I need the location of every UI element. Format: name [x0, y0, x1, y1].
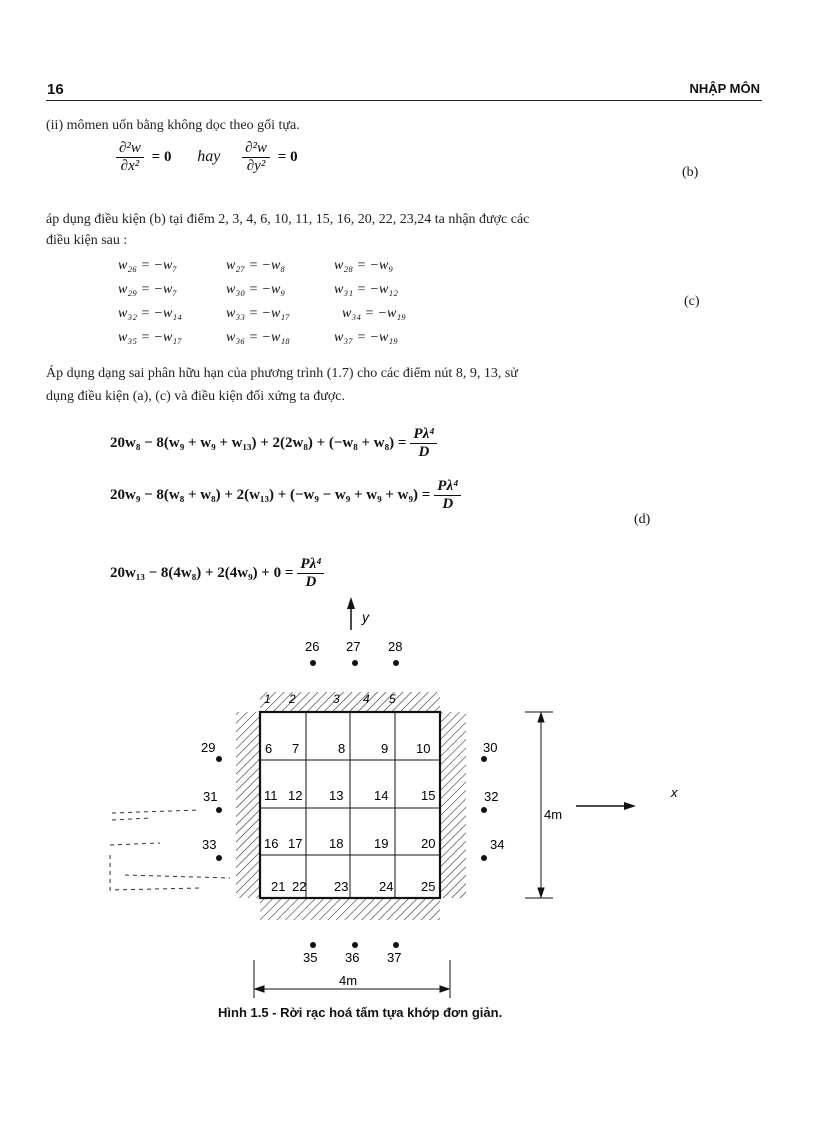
node-label-22: 22	[292, 879, 307, 894]
eq-c-cell: w₃₃ = −w₁₇	[226, 306, 291, 321]
paragraph-2-line-2: điều kiện sau :	[46, 233, 128, 248]
eq-c-cell: w₃₁ = −w₁₂	[334, 282, 399, 297]
denominator: D	[418, 443, 430, 460]
node-label-13: 13	[329, 788, 344, 803]
point-label-34: 34	[490, 837, 505, 852]
eq-c-cell: w₃₂ = −w₁₄	[118, 306, 183, 321]
node-label-4: 4	[363, 692, 370, 706]
node-label-5: 5	[389, 692, 396, 706]
node-label-15: 15	[421, 788, 436, 803]
denominator: ∂x²	[120, 158, 140, 174]
numerator: ∂²w	[116, 140, 144, 158]
eq-c-cell: w₃₀ = −w₉	[226, 282, 286, 297]
paragraph-2-line-1: áp dụng điều kiện (b) tại điểm 2, 3, 4, 6, 10, 11, 15, 16, 20, 22, 23,24 ta nhận được các	[46, 212, 530, 227]
node-label-8: 8	[338, 741, 346, 756]
equals-zero: = 0	[277, 148, 298, 165]
point-label-35: 35	[303, 950, 318, 965]
axis-y-label: y	[362, 609, 369, 625]
eq-d-lhs: 20w₁₃ − 8(4w₈) + 2(4w₉) + 0 =	[110, 564, 294, 581]
bottom-support-hatch	[260, 898, 440, 920]
axis-x-label: x	[671, 785, 678, 800]
left-support-hatch	[236, 712, 260, 898]
node-label-2: 2	[289, 692, 296, 706]
denominator: D	[442, 495, 454, 512]
numerator: ∂²w	[242, 140, 270, 158]
node-label-21: 21	[271, 879, 286, 894]
paragraph-1: (ii) mômen uốn bằng không dọc theo gối tựa.	[46, 118, 300, 133]
section-title: NHẬP MÔN	[689, 81, 760, 96]
equation-tag-d: (d)	[634, 512, 651, 527]
node-label-20: 20	[421, 836, 436, 851]
eq-d-lhs: 20w₉ − 8(w₈ + w₈) + 2(w₁₃) + (−w₉ − w₉ + w₉ + w₉) =	[110, 486, 431, 503]
point-label-32: 32	[484, 789, 499, 804]
numerator: Pλ⁴	[434, 478, 461, 496]
eq-d-lhs: 20w₈ − 8(w₉ + w₉ + w₁₃) + 2(2w₈) + (−w₈ + w₈) =	[110, 434, 407, 451]
eq-c-cell: w₃₆ = −w₁₈	[226, 330, 291, 345]
conjunction-hay: hay	[197, 147, 221, 165]
point-label-33: 33	[202, 837, 217, 852]
node-label-11: 11	[264, 788, 278, 803]
dimension-vertical-label: 4m	[544, 807, 563, 822]
node-label-16: 16	[264, 836, 279, 851]
y-axis-arrow	[347, 597, 355, 630]
point-label-26: 26	[305, 639, 320, 654]
point-label-37: 37	[387, 950, 402, 965]
point-label-29: 29	[201, 740, 216, 755]
eq-c-cell: w₂₉ = −w₇	[118, 282, 178, 297]
top-support-hatch	[260, 692, 440, 712]
node-label-3: 3	[333, 692, 340, 706]
eq-c-cell: w₃₄ = −w₁₉	[342, 306, 407, 321]
vertical-dimension	[525, 712, 553, 898]
eq-c-cell: w₃₇ = −w₁₉	[334, 330, 399, 345]
paragraph-3-line-1: Áp dụng dạng sai phân hữu hạn của phương trình (1.7) cho các điểm nút 8, 9, 13, sử	[46, 366, 518, 381]
point-label-36: 36	[345, 950, 360, 965]
node-label-10: 10	[416, 741, 431, 756]
eq-c-cell: w₂₈ = −w₉	[334, 258, 394, 273]
eq-c-cell: w₃₅ = −w₁₇	[118, 330, 183, 345]
x-axis-arrow	[576, 802, 636, 810]
page-number: 16	[47, 81, 64, 98]
denominator: ∂y²	[246, 158, 266, 174]
numerator: Pλ⁴	[297, 556, 324, 574]
node-label-1: 1	[264, 692, 271, 706]
point-label-27: 27	[346, 639, 361, 654]
node-label-19: 19	[374, 836, 389, 851]
node-label-7: 7	[292, 741, 300, 756]
figure-caption: Hình 1.5 - Rời rạc hoá tấm tựa khớp đơn giản.	[218, 1005, 503, 1020]
node-label-17: 17	[288, 836, 303, 851]
node-label-23: 23	[334, 879, 349, 894]
point-label-28: 28	[388, 639, 403, 654]
equation-tag-c: (c)	[684, 294, 700, 309]
point-label-31: 31	[203, 789, 218, 804]
node-label-6: 6	[265, 741, 273, 756]
eq-c-cell: w₂₆ = −w₇	[118, 258, 178, 273]
node-label-12: 12	[288, 788, 303, 803]
dimension-horizontal-label: 4m	[339, 973, 358, 988]
paragraph-3-line-2: dụng điều kiện (a), (c) và điều kiện đối xứng ta được.	[46, 389, 345, 404]
node-label-25: 25	[421, 879, 436, 894]
equation-tag-b: (b)	[682, 165, 699, 180]
eq-c-cell: w₂₇ = −w₈	[226, 258, 286, 273]
numerator: Pλ⁴	[410, 426, 437, 444]
denominator: D	[305, 573, 317, 590]
node-label-9: 9	[381, 741, 389, 756]
node-label-14: 14	[374, 788, 389, 803]
right-support-hatch	[440, 712, 466, 898]
equals-zero: = 0	[151, 148, 172, 165]
node-label-18: 18	[329, 836, 344, 851]
node-label-24: 24	[379, 879, 394, 894]
point-label-30: 30	[483, 740, 498, 755]
